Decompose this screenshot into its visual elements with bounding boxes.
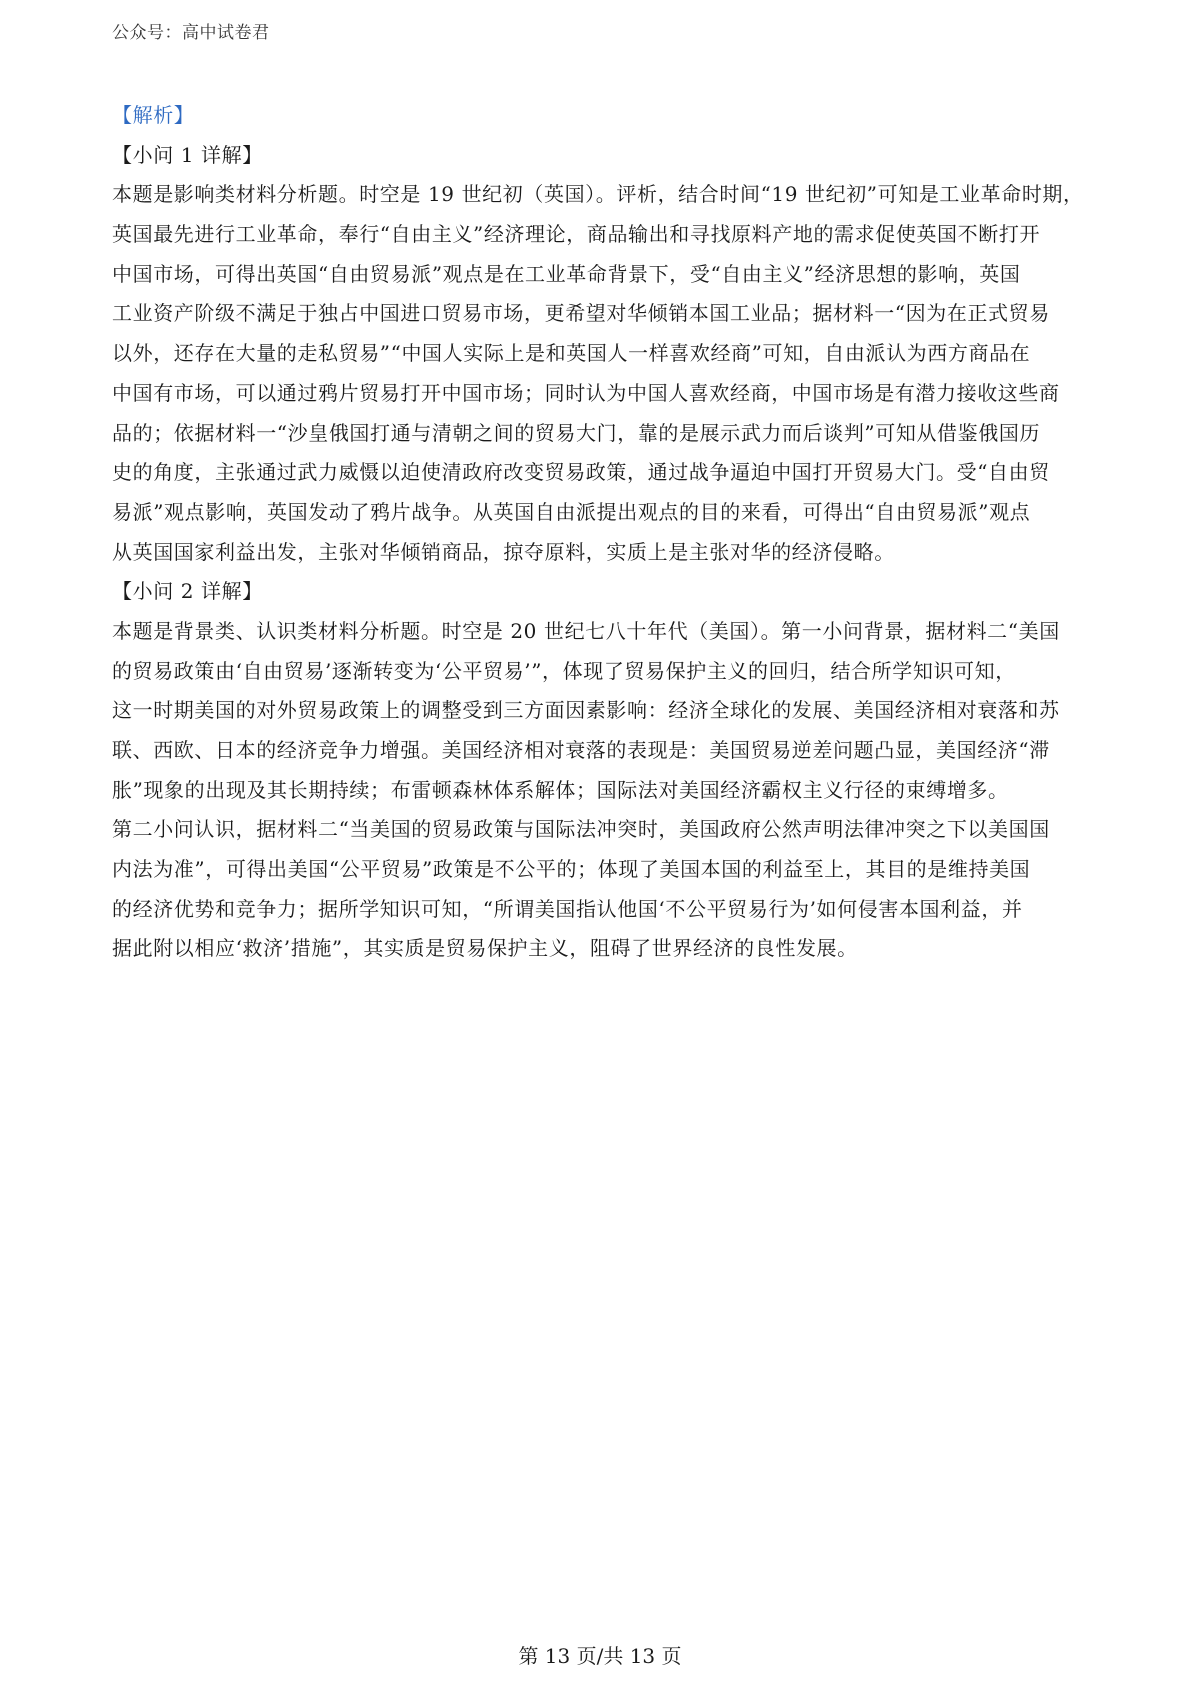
q2-line: 内法为准”，可得出美国“公平贸易”政策是不公平的；体现了美国本国的利益至上，其目的是维持美国 xyxy=(112,857,1031,882)
page-number: 第 13 页/共 13 页 xyxy=(518,1644,682,1668)
q2-line: 这一时期美国的对外贸易政策上的调整受到三方面因素影响：经济全球化的发展、美国经济相对衰落和苏 xyxy=(112,698,1060,723)
q1-line: 易派”观点影响，英国发动了鸦片战争。从英国自由派提出观点的目的来看，可得出“自由贸易派”观点 xyxy=(112,499,1031,524)
q2-line: 第二小问认识，据材料二“当美国的贸易政策与国际法冲突时，美国政府公然声明法律冲突之下以美国国 xyxy=(112,817,1050,842)
q2-line: 胀”现象的出现及其长期持续；布雷顿森林体系解体；国际法对美国经济霸权主义行径的束缚增多。 xyxy=(112,777,1009,802)
q2-heading: 【小问 2 详解】 xyxy=(112,579,263,604)
q2-line: 的贸易政策由‘自由贸易’逐渐转变为‘公平贸易’”，体现了贸易保护主义的回归，结合所学知识可知， xyxy=(112,658,1016,683)
q1-line: 史的角度，主张通过武力威慑以迫使清政府改变贸易政策，通过战争逼迫中国打开贸易大门。受“自由贸 xyxy=(112,460,1050,485)
q2-line: 本题是背景类、认识类材料分析题。时空是 20 世纪七八十年代（美国）。第一小问背景，据材料二“美国 xyxy=(112,618,1060,643)
header-source: 公众号：高中试卷君 xyxy=(112,23,270,43)
q1-heading: 【小问 1 详解】 xyxy=(112,142,263,167)
q1-line: 英国最先进行工业革命，奉行“自由主义”经济理论，商品输出和寻找原料产地的需求促使英国不断打开 xyxy=(112,222,1041,247)
q1-line: 品的；依据材料一“沙皇俄国打通与清朝之间的贸易大门，靠的是展示武力而后谈判”可知从借鉴俄国历 xyxy=(112,420,1041,445)
q1-line: 以外，还存在大量的走私贸易”“中国人实际上是和英国人一样喜欢经商”可知，自由派认为西方商品在 xyxy=(112,341,1031,366)
q1-line: 工业资产阶级不满足于独占中国进口贸易市场，更希望对华倾销本国工业品；据材料一“因为在正式贸易 xyxy=(112,301,1050,326)
q2-line: 的经济优势和竞争力；据所学知识可知，“所谓美国指认他国‘不公平贸易行为’如何侵害本国利益，并 xyxy=(112,896,1023,921)
q2-line: 联、西欧、日本的经济竞争力增强。美国经济相对衰落的表现是：美国贸易逆差问题凸显，美国经济“滞 xyxy=(112,738,1050,762)
q1-line: 从英国国家利益出发，主张对华倾销商品，掠夺原料，实质上是主张对华的经济侵略。 xyxy=(112,539,895,564)
q1-line: 本题是影响类材料分析题。时空是 19 世纪初（英国）。评析，结合时间“19 世纪初”可知是工业革命时期， xyxy=(112,182,1084,207)
document-body xyxy=(112,96,1102,969)
analysis-label: 【解析】 xyxy=(112,103,195,127)
q1-line: 中国有市场，可以通过鸦片贸易打开中国市场；同时认为中国人喜欢经商，中国市场是有潜力接收这些商 xyxy=(112,380,1060,405)
q2-line: 据此附以相应‘救济’措施”，其实质是贸易保护主义，阻碍了世界经济的良性发展。 xyxy=(112,936,858,961)
q1-line: 中国市场，可得出英国“自由贸易派”观点是在工业革命背景下，受“自由主义”经济思想的影响，英国 xyxy=(112,261,1021,286)
